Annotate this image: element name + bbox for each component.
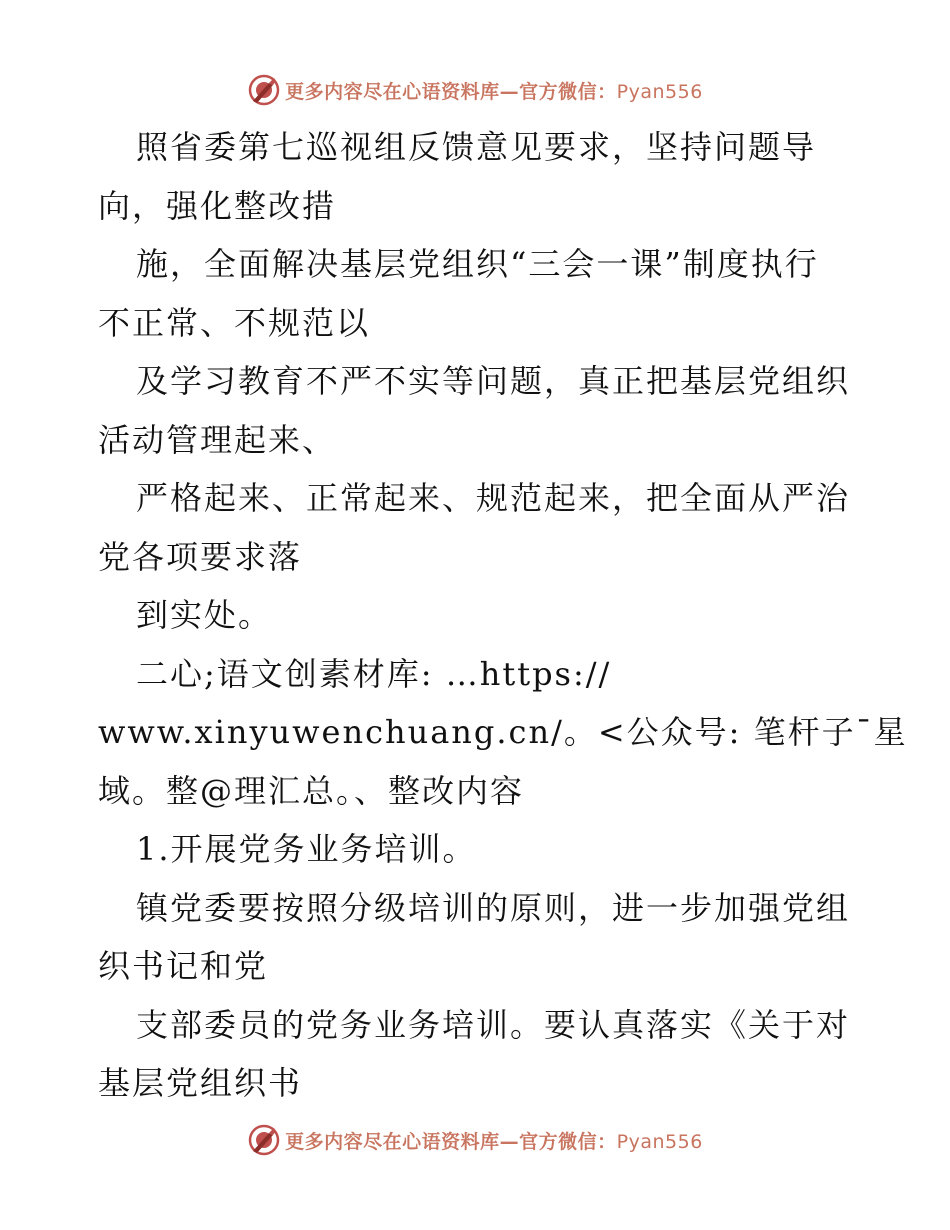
text-line: 党各项要求落 (98, 537, 303, 576)
watermark-text: 更多内容尽在心语资料库—官方微信：Pyan556 (285, 1130, 703, 1153)
document-body (98, 118, 908, 1113)
pen-seal-logo-icon (247, 73, 281, 107)
text-line: www.xinyuwenchuang.cn/。<公众号: 笔杆子¯星 (98, 713, 908, 751)
text-line: 施，全面解决基层党组织“三会一课”制度执行 (136, 245, 819, 283)
text-line: 向，强化整改措 (98, 186, 337, 225)
text-line: 及学习教育不严不实等问题，真正把基层党组织 (136, 362, 851, 400)
text-line: 不正常、不规范以 (98, 303, 371, 342)
text-line: 域。整@理汇总。、整改内容 (98, 771, 525, 810)
text-line: 严格起来、正常起来、规范起来，把全面从严治 (136, 479, 851, 517)
text-line: 织书记和党 (98, 947, 269, 985)
text-line: 支部委员的党务业务培训。要认真落实《关于对 (136, 1005, 851, 1044)
pen-seal-logo-icon (247, 1123, 281, 1157)
text-line: 到实处。 (136, 596, 273, 634)
header-watermark (0, 70, 950, 110)
text-line: 照省委第七巡视组反馈意见要求，坚持问题导 (136, 128, 817, 166)
text-line: 1.开展党务业务培训。 (136, 830, 477, 868)
watermark-text: 更多内容尽在心语资料库—官方微信：Pyan556 (285, 80, 703, 103)
footer-watermark (0, 1120, 950, 1160)
text-line: 镇党委要按照分级培训的原则，进一步加强党组 (136, 888, 851, 927)
text-line: 基层党组织书 (98, 1064, 303, 1102)
text-line: 活动管理起来、 (98, 420, 337, 459)
text-line: 二心;语文创素材库: …https:// (136, 654, 612, 693)
